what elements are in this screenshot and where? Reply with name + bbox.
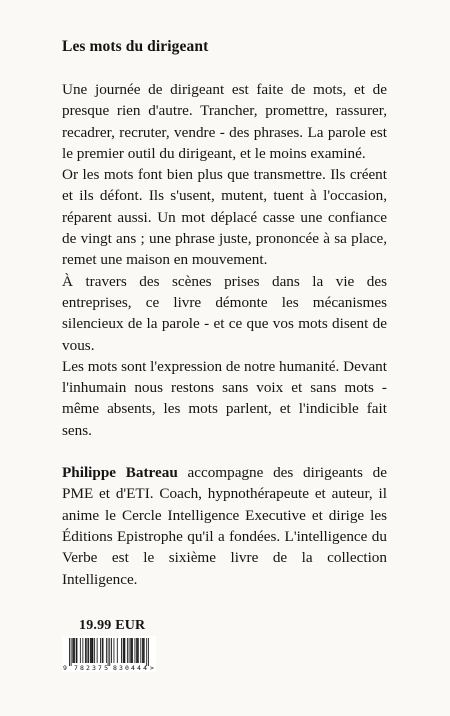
barcode-bar xyxy=(117,638,118,663)
barcode-bar xyxy=(138,638,139,663)
barcode-bar xyxy=(85,638,86,663)
book-title: Les mots du dirigeant xyxy=(62,38,209,55)
paragraph-1: Une journée de dirigeant est faite de mots, et de presque rien d'autre. Trancher, promettre, rassurer, recadrer, recruter, vendre - des phrases. La parole est le premier outil du dirigeant, et le moins examiné. xyxy=(62,81,387,162)
barcode-bar xyxy=(76,638,77,663)
barcode-bar xyxy=(137,638,138,663)
isbn-barcode xyxy=(62,636,156,672)
barcode-bar xyxy=(129,638,130,663)
barcode-bar xyxy=(148,638,149,666)
barcode-bar xyxy=(80,638,81,663)
barcode-bars xyxy=(62,636,156,666)
barcode-bar xyxy=(91,638,92,663)
price-label: 19.99 EUR xyxy=(79,618,146,633)
barcode-bar xyxy=(90,638,91,663)
barcode-bar xyxy=(124,638,125,663)
barcode-digits xyxy=(62,664,156,672)
barcode-bar xyxy=(109,638,110,666)
barcode-bar xyxy=(73,638,74,663)
author-name: Philippe Batreau xyxy=(62,464,178,482)
author-bio-text: accompagne des dirigeants de PME et d'ETI. Coach, hypnothérapeute et auteur, il anime le Cercle Intelligence Executive et dirige les Éditions Epistrophe qu'il a fondées. L'intelligence du Verbe est le sixième livre de la collection Intelligence. xyxy=(62,464,387,588)
barcode-bar xyxy=(94,638,95,663)
barcode-bar xyxy=(114,638,115,663)
paragraph-2: Or les mots font bien plus que transmettre. Ils créent et ils défont. Ils s'usent, mutent, tuent à l'occasion, réparent aussi. Un mot déplacé casse une confiance de vingt ans ; une phrase juste, prononcée à sa place, remet une maison en mouvement. xyxy=(62,166,387,269)
barcode-bar xyxy=(140,638,141,663)
barcode-bar xyxy=(121,638,122,663)
barcode-bar xyxy=(93,638,94,663)
barcode-right-group: 830444 xyxy=(113,664,150,672)
barcode-left-group: 782375 xyxy=(74,664,111,672)
barcode-end-mark: > xyxy=(150,664,154,672)
barcode-bar xyxy=(108,638,109,666)
barcode-first-digit: 9 xyxy=(63,664,67,672)
barcode-bar xyxy=(100,638,101,663)
paragraph-3: À travers des scènes prises dans la vie des entreprises, ce livre démonte les mécanismes silencieux de la parole - et ce que vos mots disent de vous. xyxy=(62,272,387,354)
barcode-bar xyxy=(130,638,131,663)
author-bio xyxy=(62,462,387,590)
barcode-bar xyxy=(88,638,89,663)
barcode-bar xyxy=(74,638,75,663)
barcode-bar xyxy=(136,638,137,663)
paragraph-4: Les mots sont l'expression de notre humanité. Devant l'inhumain nous restons sans voix et sans mots - même absents, les mots parlent, et l'indicible fait sens. xyxy=(62,357,387,439)
barcode-bar xyxy=(143,638,144,663)
barcode-bar xyxy=(132,638,133,663)
barcode-bar xyxy=(97,638,98,663)
barcode-bar xyxy=(123,638,124,663)
barcode-bar xyxy=(72,638,73,663)
barcode-bar xyxy=(111,638,112,663)
barcode-bar xyxy=(86,638,87,663)
barcode-bar xyxy=(69,638,70,666)
barcode-bar xyxy=(135,638,136,663)
back-cover-text xyxy=(62,36,387,590)
barcode-bar xyxy=(127,638,128,663)
barcode-bar xyxy=(102,638,103,663)
barcode-bar xyxy=(124,638,125,663)
barcode-bar xyxy=(106,638,107,663)
barcode-bar xyxy=(146,638,147,666)
barcode-bar xyxy=(87,638,88,663)
barcode-bar xyxy=(103,638,104,663)
barcode-bar xyxy=(82,638,83,663)
barcode-bar xyxy=(131,638,132,663)
barcode-bar xyxy=(77,638,78,663)
barcode-bar xyxy=(71,638,72,666)
barcode-bar xyxy=(144,638,145,663)
barcode-bar xyxy=(142,638,143,663)
barcode-bar xyxy=(92,638,93,663)
